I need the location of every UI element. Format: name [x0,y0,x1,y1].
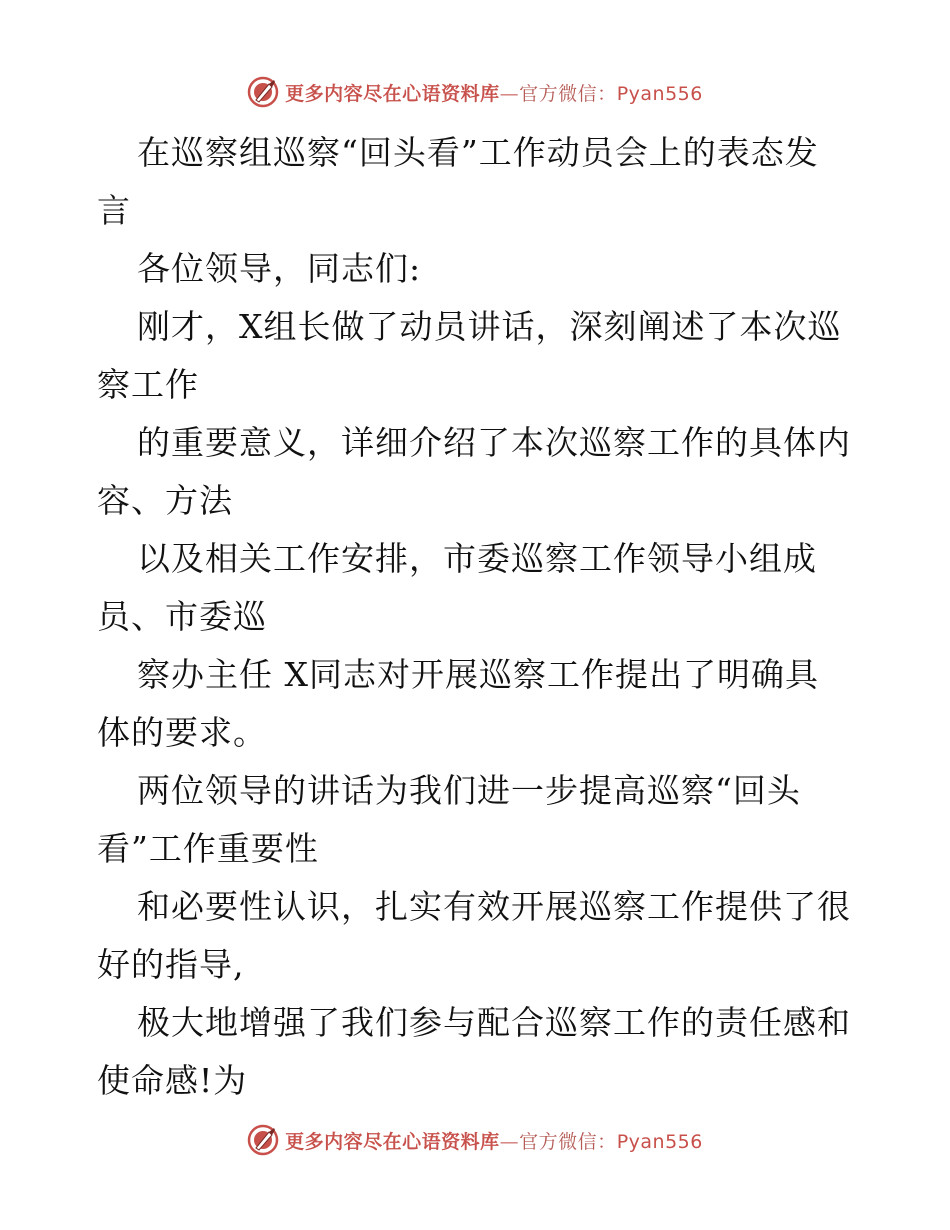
doc-line-title-2: 言 [97,191,131,230]
doc-line: 容、方法 [97,481,233,520]
doc-line: 的重要意义，详细介绍了本次巡察工作的具体内 [137,423,851,462]
doc-line: 极大地增强了我们参与配合巡察工作的责任感和 [137,1003,851,1042]
doc-line: 和必要性认识，扎实有效开展巡察工作提供了很 [137,887,851,926]
doc-line: 使命感!为 [97,1061,248,1100]
quill-pen-logo-icon [247,1124,279,1156]
banner-wechat-label: 官方微信： [519,82,617,105]
header-banner [0,72,950,112]
doc-line: 看”工作重要性 [97,829,319,868]
doc-line: 以及相关工作安排，市委巡察工作领导小组成 [137,539,817,578]
footer-banner [0,1120,950,1160]
banner-text [285,79,703,106]
doc-line: 察工作 [97,365,199,404]
doc-line: 两位领导的讲话为我们进一步提高巡察“回头 [137,771,801,810]
quill-pen-logo-icon [247,76,279,108]
banner-dash: — [499,82,520,105]
banner-wechat-label: 官方微信： [519,1130,617,1153]
banner-main-text: 更多内容尽在心语资料库 [285,82,500,105]
doc-line: 员、市委巡 [97,597,267,636]
doc-line: 刚才，X组长做了动员讲话，深刻阐述了本次巡 [137,307,842,346]
doc-line-title-1: 在巡察组巡察“回头看”工作动员会上的表态发 [137,133,819,172]
doc-line: 察办主任 X同志对开展巡察工作提出了明确具 [137,655,819,694]
banner-wechat-account: Pyan556 [616,1130,703,1153]
doc-line: 好的指导, [97,945,245,984]
banner-text [285,1127,703,1154]
banner-main-text: 更多内容尽在心语资料库 [285,1130,500,1153]
doc-line-salutation: 各位领导，同志们: [137,249,422,288]
banner-dash: — [499,1130,520,1153]
banner-wechat-account: Pyan556 [616,82,703,105]
document-body [97,124,857,1110]
doc-line: 体的要求。 [97,713,267,752]
